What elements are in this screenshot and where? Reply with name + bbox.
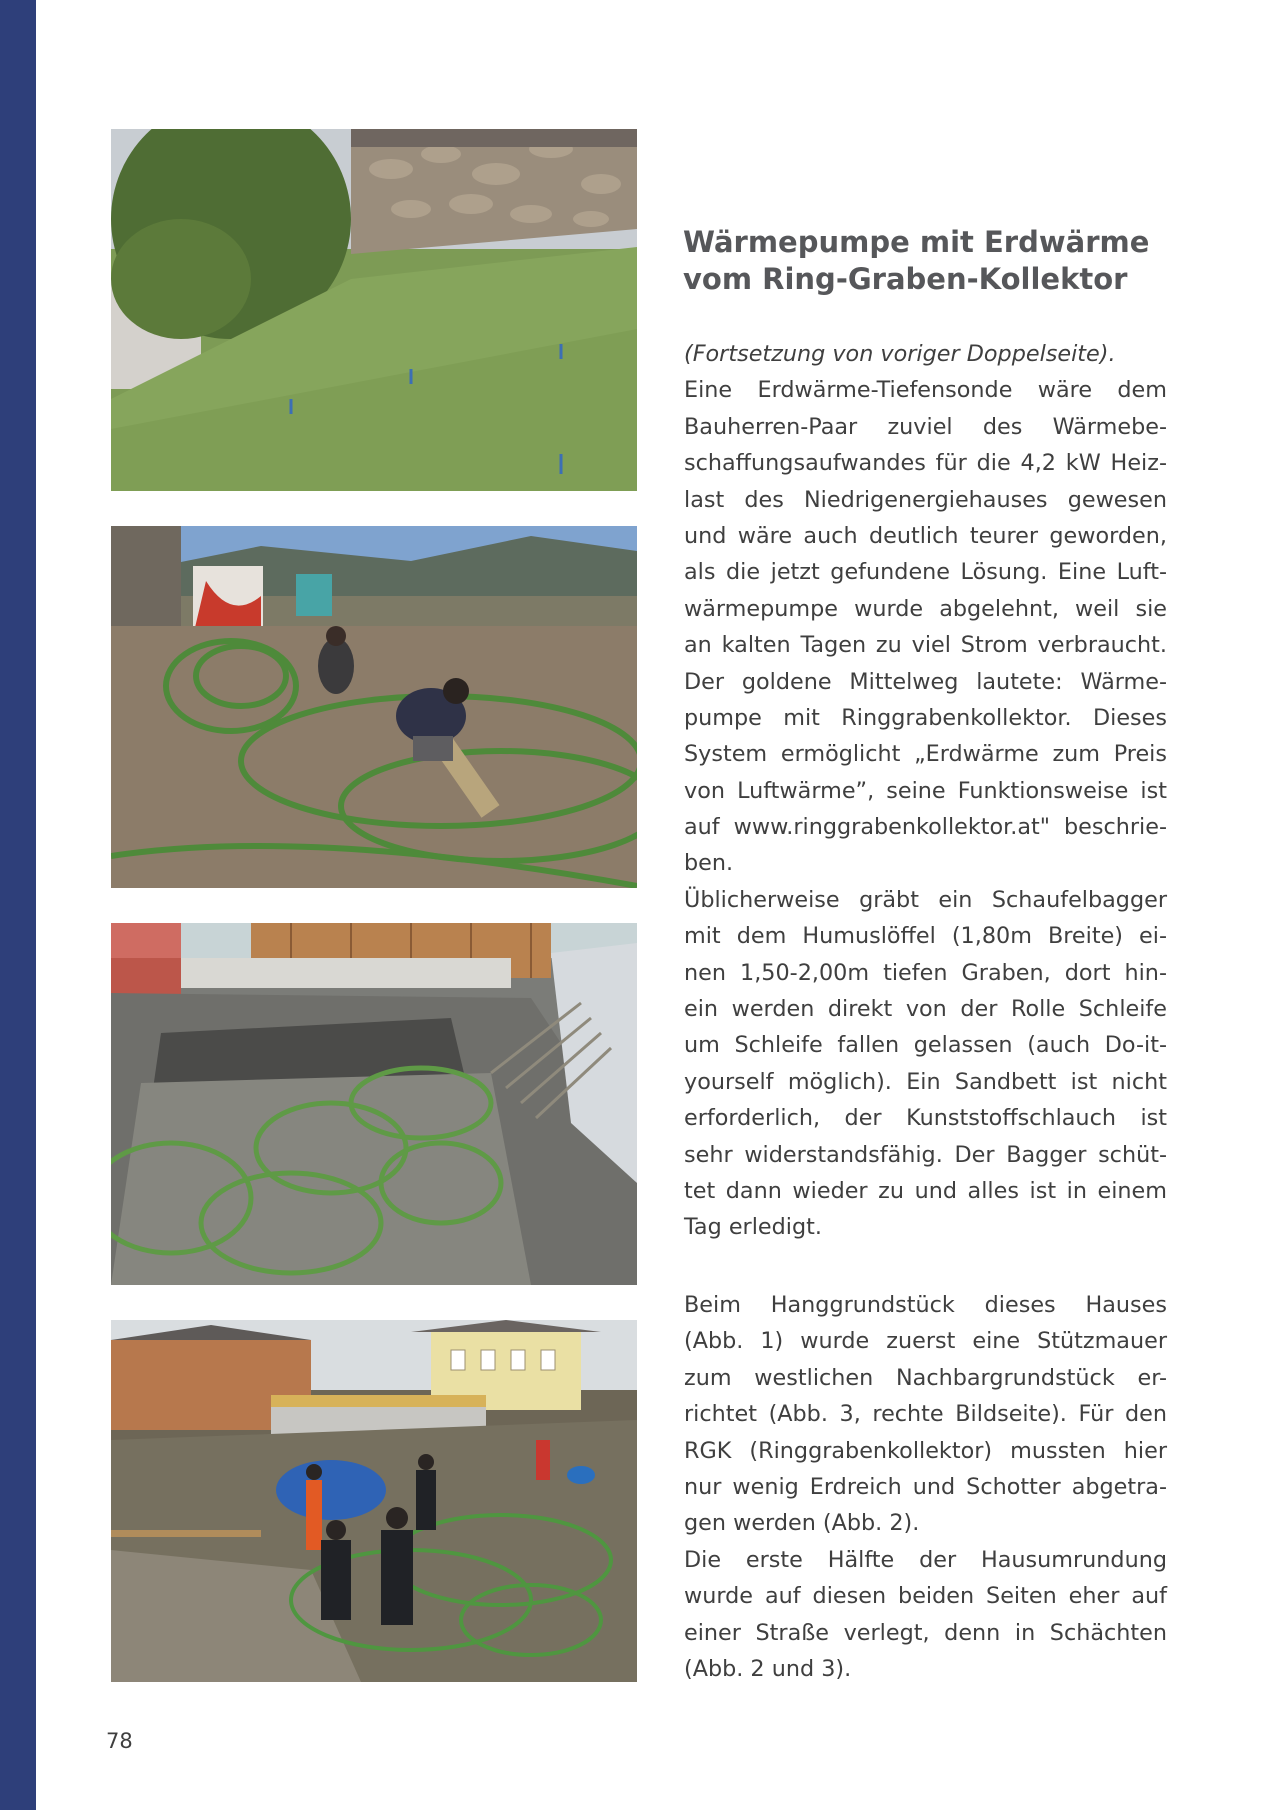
text-line: pumpe mit Ringgrabenkollektor. Dieses xyxy=(684,704,1167,731)
text-line: um Schleife fallen gelassen (auch Do-it- xyxy=(684,1032,1167,1059)
text-line: Bauherren-Paar zuviel des Wärmebe- xyxy=(684,413,1167,440)
photo-construction-site-workers xyxy=(111,1320,637,1682)
text-line: System ermöglicht „Erdwärme zum Preis xyxy=(684,741,1167,768)
text-line: an kalten Tagen zu viel Strom verbraucht. xyxy=(684,632,1167,659)
text-line: Üblicherweise gräbt ein Schaufelbagger xyxy=(684,886,1167,913)
text-line: gen werden (Abb. 2). xyxy=(684,1510,920,1537)
text-line: auf www.ringgrabenkollektor.at" beschrie- xyxy=(684,814,1167,841)
text-line: wärmepumpe wurde abgelehnt, weil sie xyxy=(684,595,1167,622)
article-heading-line-2: vom Ring-Graben-Kollektor xyxy=(683,262,1128,296)
text-line: Die erste Hälfte der Hausumrundung xyxy=(684,1546,1167,1573)
text-line: ein werden direkt von der Rolle Schleife xyxy=(684,996,1167,1023)
photo-laying-hose-loops xyxy=(111,526,637,888)
text-line: schaffungsaufwandes für die 4,2 kW Heiz- xyxy=(684,450,1167,477)
text-line: als die jetzt gefundene Lösung. Eine Luft- xyxy=(684,559,1167,586)
article-paragraph-2 xyxy=(684,1287,1167,1687)
text-line: Beim Hanggrundstück dieses Hauses xyxy=(684,1292,1167,1318)
sidebar-accent-bar xyxy=(0,0,36,1810)
text-line: Der goldene Mittelweg lautete: Wärme- xyxy=(684,668,1167,695)
text-line: (Abb. 2 und 3). xyxy=(684,1655,852,1682)
article-heading-line-1: Wärmepumpe mit Erdwärme xyxy=(683,225,1150,259)
text-line: Eine Erdwärme-Tiefensonde wäre dem xyxy=(684,377,1167,404)
text-line: zum westlichen Nachbargrundstück er- xyxy=(684,1364,1167,1391)
text-line: ben. xyxy=(684,850,734,877)
text-line: (Fortsetzung von voriger Doppelseite). xyxy=(684,341,1116,367)
article-heading xyxy=(683,224,1203,298)
text-line: wurde auf diesen beiden Seiten eher auf xyxy=(684,1583,1167,1610)
photo-slope-stone-wall xyxy=(111,129,637,491)
text-line: Tag erledigt. xyxy=(684,1214,822,1241)
text-line: einer Straße verlegt, denn in Schächten xyxy=(684,1619,1167,1646)
text-line: nur wenig Erdreich und Schotter abgetra- xyxy=(684,1473,1167,1500)
text-line: tet dann wieder zu und alles ist in einem xyxy=(684,1177,1167,1204)
text-line: (Abb. 1) wurde zuerst eine Stützmauer xyxy=(684,1328,1167,1355)
text-line: mit dem Humuslöffel (1,80m Breite) ei- xyxy=(684,923,1167,950)
text-line: sehr widerstandsfähig. Der Bagger schüt- xyxy=(684,1141,1167,1168)
page-number: 78 xyxy=(106,1729,133,1753)
text-line: und wäre auch deutlich teurer geworden, xyxy=(684,522,1167,549)
text-line: von Luftwärme”, seine Funktionsweise ist xyxy=(684,777,1167,804)
text-line: yourself möglich). Ein Sandbett ist nicht xyxy=(684,1068,1167,1095)
text-line: last des Niedrigenergiehauses gewesen xyxy=(684,486,1167,513)
article-paragraph-1 xyxy=(684,336,1167,1246)
text-line: erforderlich, der Kunststoffschlauch ist xyxy=(684,1105,1167,1132)
text-line: nen 1,50-2,00m tiefen Graben, dort hin- xyxy=(684,959,1167,986)
photo-trench-hose-loops xyxy=(111,923,637,1285)
text-line: richtet (Abb. 3, rechte Bildseite). Für den xyxy=(684,1401,1167,1428)
text-line: RGK (Ringgrabenkollektor) mussten hier xyxy=(684,1437,1167,1464)
